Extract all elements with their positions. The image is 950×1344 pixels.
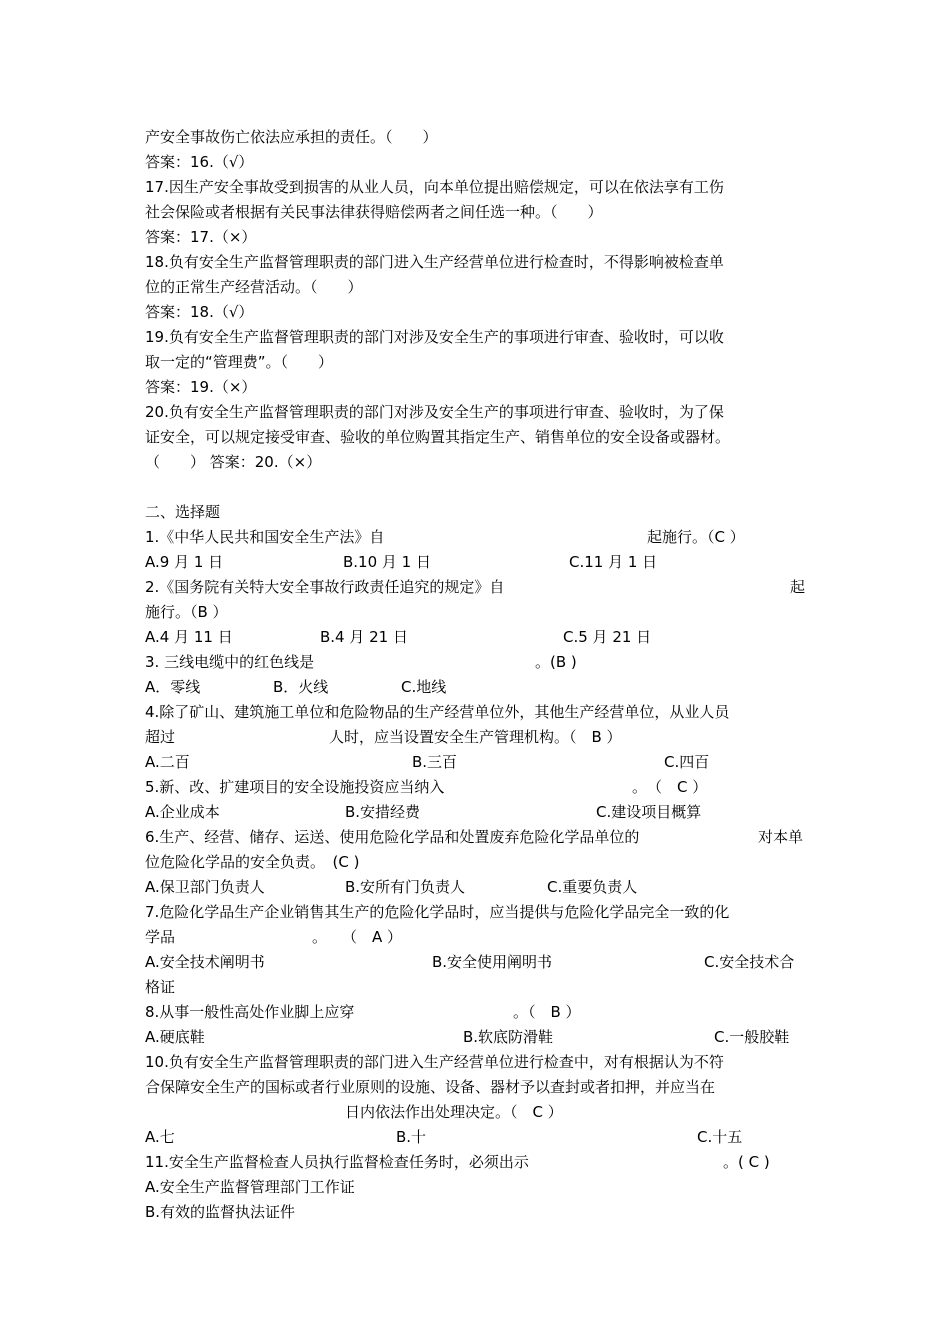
mc-question-11: 11.安全生产监督检查人员执行监督检查任务时，必须出示 — [145, 1153, 529, 1171]
question-17-line-1: 17.因生产安全事故受到损害的从业人员，向本单位提出赔偿规定，可以在依法享有工伤 — [145, 178, 724, 196]
mc-question-10-line-3: 日内依法作出处理决定。（ C ） — [345, 1103, 563, 1121]
mc-q6-option-b: B.安所有门负责人 — [345, 878, 466, 896]
mc-question-4: 4.除了矿山、建筑施工单位和危险物品的生产经营单位外，其他生产经营单位，从业人员 — [145, 703, 730, 721]
mc-question-8: 8.从事一般性高处作业脚上应穿 — [145, 1003, 355, 1021]
question-18-line-1: 18.负有安全生产监督管理职责的部门进入生产经营单位进行检查时，不得影响被检查单 — [145, 253, 724, 271]
mc-q3-option-b: B．火线 — [273, 678, 329, 696]
mc-question-1-tail: 起施行。（C ） — [647, 528, 745, 546]
mc-question-10: 10.负有安全生产监督管理职责的部门进入生产经营单位进行检查中，对有根据认为不符 — [145, 1053, 724, 1071]
mc-q6-option-a: A.保卫部门负责人 — [145, 878, 265, 896]
mc-q7-option-a: A.安全技术阐明书 — [145, 953, 265, 971]
answer-16: 答案：16.（√） — [145, 153, 254, 171]
mc-q4-option-a: A.二百 — [145, 753, 190, 771]
mc-question-7-tail: 。 （ A ） — [312, 928, 403, 946]
mc-q10-option-c: C.十五 — [697, 1128, 743, 1146]
mc-question-1: 1.《中华人民共和国安全生产法》自 — [145, 528, 385, 546]
question-19-line-2: 取一定的“管理费”。（ ） — [145, 353, 334, 371]
mc-q4-option-b: B.三百 — [412, 753, 458, 771]
section-heading: 二、选择题 — [145, 503, 221, 521]
mc-question-2-line-2: 施行。（B ） — [145, 603, 228, 621]
mc-q3-option-c: C.地线 — [401, 678, 447, 696]
mc-q2-option-b: B.4 月 21 日 — [320, 628, 408, 646]
mc-q7-option-c-wrap: 格证 — [145, 978, 176, 996]
mc-q1-option-a: A.9 月 1 日 — [145, 553, 224, 571]
question-17-line-2: 社会保险或者根据有关民事法律获得赔偿两者之间任选一种。（ ） — [145, 203, 603, 221]
mc-q1-option-c: C.11 月 1 日 — [569, 553, 658, 571]
mc-q5-option-c: C.建设项目概算 — [596, 803, 702, 821]
answer-17: 答案：17.（×） — [145, 228, 257, 246]
mc-q7-option-b: B.安全使用阐明书 — [432, 953, 553, 971]
mc-q6-option-c: C.重要负责人 — [547, 878, 638, 896]
mc-q1-option-b: B.10 月 1 日 — [343, 553, 431, 571]
mc-question-8-tail: 。（ B ） — [513, 1003, 581, 1021]
mc-q11-option-a: A.安全生产监督管理部门工作证 — [145, 1178, 355, 1196]
mc-question-6: 6.生产、经营、储存、运送、使用危险化学品和处置废弃危险化学品单位的 — [145, 828, 640, 846]
mc-question-5: 5.新、改、扩建项目的安全设施投资应当纳入 — [145, 778, 445, 796]
mc-question-7-line-2: 学品 — [145, 928, 176, 946]
question-19-line-1: 19.负有安全生产监督管理职责的部门对涉及安全生产的事项进行审查、验收时，可以收 — [145, 328, 724, 346]
mc-q8-option-c: C.一般胶鞋 — [714, 1028, 790, 1046]
mc-question-6-line-2: 位危险化学品的安全负责。 (C ) — [145, 853, 360, 871]
mc-question-2-tail: 起 — [790, 578, 806, 596]
mc-q7-option-c: C.安全技术合 — [704, 953, 795, 971]
mc-question-4-line-2: 超过 — [145, 728, 176, 746]
mc-question-11-tail: 。( C ) — [723, 1153, 770, 1171]
tf-line-15-tail: 产安全事故伤亡依法应承担的责任。（ ） — [145, 128, 438, 146]
mc-question-2: 2.《国务院有关特大安全事故行政责任追究的规定》自 — [145, 578, 505, 596]
question-18-line-2: 位的正常生产经营活动。（ ） — [145, 278, 363, 296]
mc-q8-option-b: B.软底防滑鞋 — [463, 1028, 554, 1046]
mc-q8-option-a: A.硬底鞋 — [145, 1028, 205, 1046]
question-20-line-1: 20.负有安全生产监督管理职责的部门对涉及安全生产的事项进行审查、验收时，为了保 — [145, 403, 724, 421]
mc-question-3-tail: 。(B ) — [535, 653, 577, 671]
mc-question-6-tail: 对本单 — [758, 828, 804, 846]
mc-q10-option-a: A.七 — [145, 1128, 175, 1146]
mc-q5-option-a: A.企业成本 — [145, 803, 220, 821]
mc-q2-option-c: C.5 月 21 日 — [563, 628, 652, 646]
mc-q11-option-b: B.有效的监督执法证件 — [145, 1203, 296, 1221]
answer-19: 答案：19.（×） — [145, 378, 257, 396]
mc-q5-option-b: B.安措经费 — [345, 803, 421, 821]
mc-question-4-tail: 人时，应当设置安全生产管理机构。（ B ） — [329, 728, 622, 746]
mc-question-3: 3. 三线电缆中的红色线是 — [145, 653, 315, 671]
mc-q4-option-c: C.四百 — [664, 753, 710, 771]
mc-q3-option-a: A．零线 — [145, 678, 201, 696]
mc-question-10-line-2: 合保障安全生产的国标或者行业原则的设施、设备、器材予以查封或者扣押，并应当在 — [145, 1078, 716, 1096]
mc-question-7: 7.危险化学品生产企业销售其生产的危险化学品时，应当提供与危险化学品完全一致的化 — [145, 903, 730, 921]
mc-question-5-tail: 。 （ C ） — [632, 778, 708, 796]
question-20-line-3: （ ） 答案：20.（×） — [145, 453, 322, 471]
question-20-line-2: 证安全，可以规定接受审查、验收的单位购置其指定生产、销售单位的安全设备或器材。 — [145, 428, 731, 446]
mc-q2-option-a: A.4 月 11 日 — [145, 628, 233, 646]
answer-18: 答案：18.（√） — [145, 303, 254, 321]
mc-q10-option-b: B.十 — [396, 1128, 427, 1146]
